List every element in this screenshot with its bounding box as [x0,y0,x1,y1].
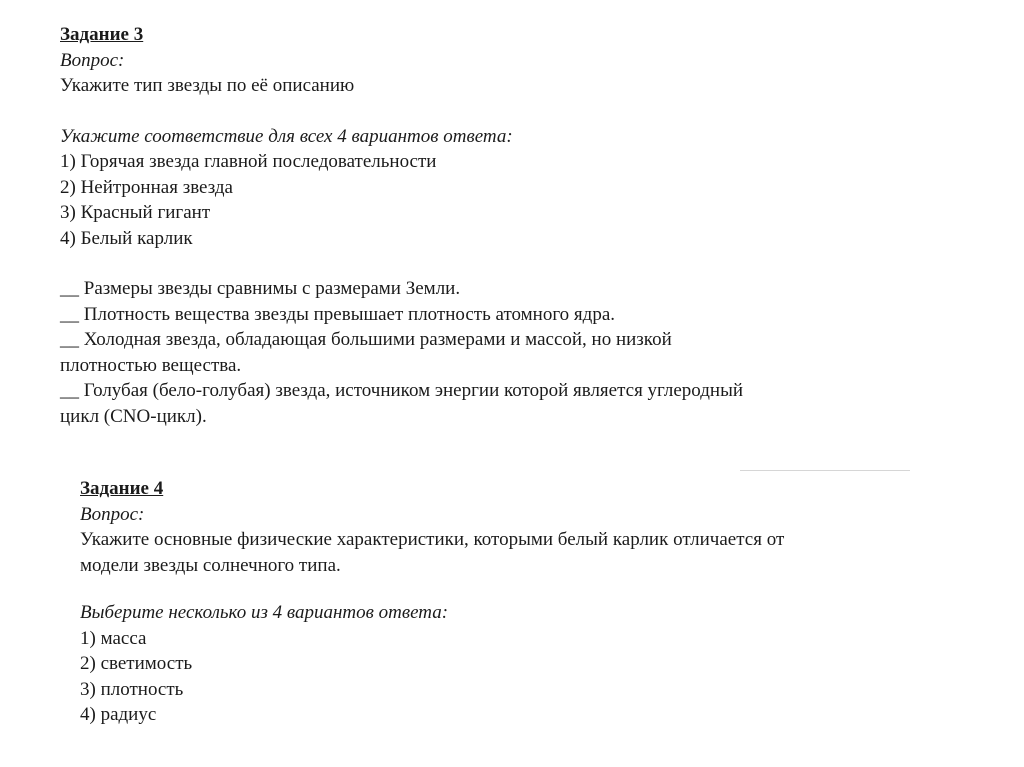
answer-option: 2) Нейтронная звезда [60,176,233,198]
match-statement: __ Плотность вещества звезды превышает плотность атомного ядра. [60,303,616,325]
question-label: Вопрос: [80,503,145,525]
match-statement-continuation: плотностью вещества. [60,354,242,376]
question-text: Укажите тип звезды по её описанию [60,75,355,96]
match-statement: __ Размеры звезды сравнимы с размерами Земли. [60,278,461,299]
answer-option: 4) Белый карлик [60,227,193,249]
task-title: Задание 4 [80,478,164,499]
match-statement-continuation: цикл (CNO-цикл). [60,405,207,427]
question-label: Вопрос: [60,49,125,71]
question-text: Укажите основные физические характеристики, которыми белый карлик отличается от [80,529,785,550]
answer-instruction: Укажите соответствие для всех 4 вариантов ответа: [60,125,513,147]
task-3 [60,22,960,429]
answer-option: 3) плотность [80,678,184,700]
answer-option: 2) светимость [80,653,193,674]
task-4 [80,476,960,728]
match-statement: __ Холодная звезда, обладающая большими размерами и массой, но низкой [60,329,672,350]
answer-option: 4) радиус [80,704,157,725]
answer-option: 1) Горячая звезда главной последовательности [60,151,437,172]
answer-instruction: Выберите несколько из 4 вариантов ответа: [80,602,449,623]
question-text-continuation: модели звезды солнечного типа. [80,554,341,576]
match-statement: __ Голубая (бело-голубая) звезда, источником энергии которой является углеродный [60,380,744,401]
divider [740,470,910,471]
task-title: Задание 3 [60,24,144,45]
answer-option: 3) Красный гигант [60,202,211,223]
answer-option: 1) масса [80,627,147,649]
